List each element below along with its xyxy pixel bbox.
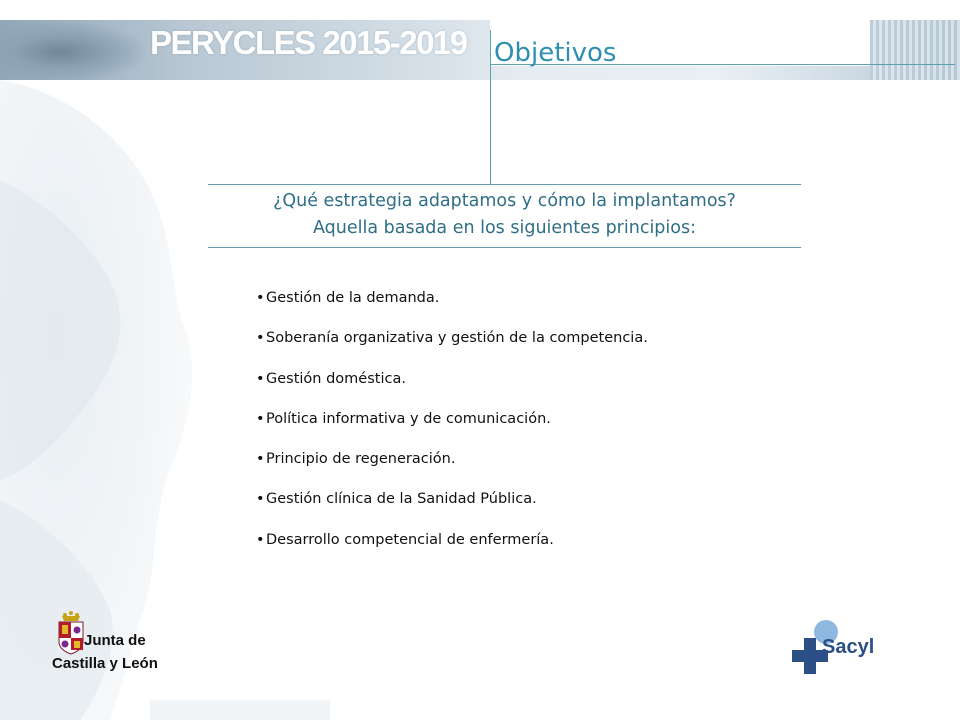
bullet-icon: •	[256, 290, 265, 306]
bullet-icon: •	[256, 330, 265, 347]
banner-stripes	[870, 20, 960, 80]
question-rule-bottom	[208, 247, 801, 248]
bust-eye-shade	[0, 20, 150, 80]
bullet-icon: •	[256, 370, 265, 387]
list-item: •Gestión clínica de la Sanidad Pública.	[256, 491, 537, 508]
sacyl-wordmark: Sacyl	[822, 636, 875, 658]
jcyl-name-line2: Castilla y León	[52, 655, 158, 672]
bullet-icon: •	[256, 451, 265, 468]
principles-list	[256, 288, 648, 570]
bullet-icon: •	[256, 410, 265, 427]
bullet-icon: •	[256, 491, 265, 508]
list-item: •Política informativa y de comunicación.	[256, 410, 551, 427]
list-item: •Gestión doméstica.	[256, 370, 406, 387]
list-item: •Soberanía organizativa y gestión de la competencia.	[256, 330, 648, 347]
jcyl-name-line1: Junta de	[84, 632, 146, 649]
slide-title: Objetivos	[494, 38, 617, 68]
vertical-divider	[490, 30, 491, 185]
question-line-1: ¿Qué estrategia adaptamos y cómo la implantamos?	[273, 191, 736, 211]
question-block	[208, 188, 801, 242]
list-item: •Principio de regeneración.	[256, 451, 456, 468]
bullet-icon: •	[256, 531, 265, 548]
brand-title: PERYCLES 2015-2019	[150, 24, 467, 61]
list-item: •Gestión de la demanda.	[256, 290, 440, 306]
question-rule-top	[208, 184, 801, 185]
question-line-2: Aquella basada en los siguientes principios:	[312, 218, 697, 238]
list-item: •Desarrollo competencial de enfermería.	[256, 531, 554, 548]
